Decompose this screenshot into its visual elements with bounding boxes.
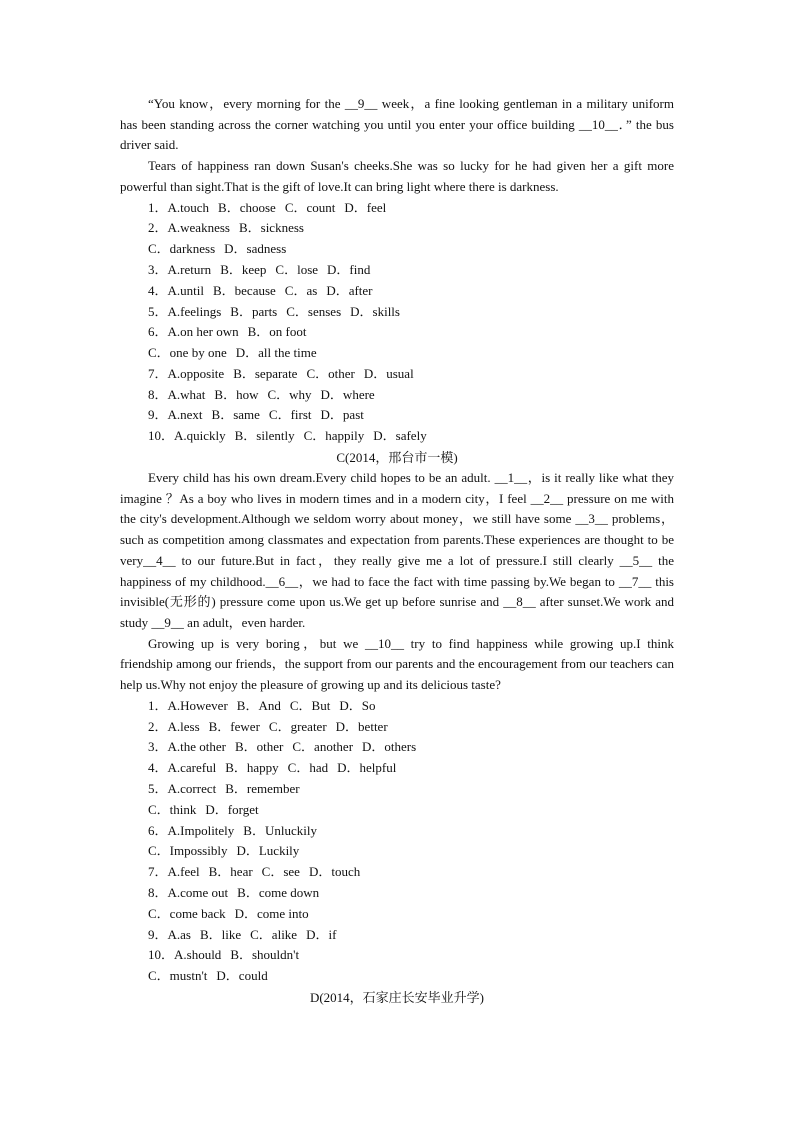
option-item: 7．A.feel <box>148 864 200 880</box>
option-item: C．greater <box>268 718 327 734</box>
option-item: D．better <box>335 718 388 734</box>
option-item: D．feel <box>344 199 387 215</box>
option-item: D．after <box>326 282 373 298</box>
option-item: B．how <box>214 386 259 402</box>
option-item: C．But <box>289 697 331 713</box>
section-c-paragraph-1: Every child has his own dream.Every child hopes to be an adult. __1__，is it really like what they imagine ？As a boy who lives in modern times and in a modern city，I feel __2__ pressure on me with the city's development.Although we seldom worry about money，we still have some __3__ problems，such as competition among classmates and expectation from parents.These experiences are thought to be very__4__ to our future.But in fact，they really give me a lot of pressure.I still clearly __5__ the happiness of my childhood.__6__，we had to face the fact with time passing by.We began to __7__ this invisible(无形的) pressure come upon us.We get up before sunrise and __8__ after sunset.We work and study __9__ an adult，even harder. <box>120 470 674 630</box>
section-c-heading: C(2014，邢台市一模) <box>336 450 458 466</box>
option-item: D．skills <box>350 303 400 319</box>
option-item: C．as <box>284 282 318 298</box>
option-item: B．Unluckily <box>243 822 317 838</box>
option-line <box>120 779 674 800</box>
option-line <box>120 925 674 946</box>
option-line <box>120 717 674 738</box>
option-item: D．forget <box>205 801 259 817</box>
option-item: D．safely <box>373 428 427 444</box>
option-item: 10．A.quickly <box>148 428 226 444</box>
option-item: D．touch <box>308 864 361 880</box>
option-line <box>120 364 674 385</box>
option-item: 1．A.However <box>148 697 228 713</box>
option-item: B．like <box>199 926 242 942</box>
section-c-paragraph-2: Growing up is very boring，but we __10__ try to find happiness while growing up.I think friendship among our friends，the support from our parents and the encouragement from our teachers can help us.Why not enjoy the pleasure of growing up and its delicious taste? <box>120 635 674 693</box>
option-line <box>120 883 674 904</box>
option-line <box>120 821 674 842</box>
option-item: C．mustn't <box>148 968 208 984</box>
option-item: C．another <box>292 739 354 755</box>
option-item: C．why <box>267 386 312 402</box>
option-item: D．find <box>327 261 371 277</box>
option-item: B．And <box>236 697 281 713</box>
option-item: B．keep <box>220 261 267 277</box>
document-page <box>120 94 674 1008</box>
option-line <box>120 281 674 302</box>
option-item: 4．A.until <box>148 282 204 298</box>
option-item: 7．A.opposite <box>148 365 225 381</box>
option-item: D．helpful <box>337 760 397 776</box>
option-item: B．sickness <box>238 220 304 236</box>
options-b-list <box>120 198 674 448</box>
option-item: B．fewer <box>208 718 260 734</box>
option-item: D．all the time <box>235 345 317 361</box>
option-item: C．think <box>148 801 197 817</box>
option-line <box>120 696 674 717</box>
option-item: D．past <box>320 407 364 423</box>
option-item: D．sadness <box>224 241 287 257</box>
option-line <box>120 302 674 323</box>
option-item: D．come into <box>234 905 309 921</box>
option-item: 5．A.feelings <box>148 303 222 319</box>
option-item: B．because <box>212 282 276 298</box>
option-item: C．see <box>261 864 300 880</box>
option-item: D．could <box>216 968 268 984</box>
option-item: B．on foot <box>247 324 307 340</box>
option-item: C．had <box>287 760 329 776</box>
option-item: 9．A.next <box>148 407 203 423</box>
option-line <box>120 218 674 239</box>
passage-b-paragraph-2: Tears of happiness ran down Susan's cheeks.She was so lucky for he had given her a gift more powerful than sight.That is the gift of love.It can bring light where there is darkness. <box>120 158 674 194</box>
option-item: 5．A.correct <box>148 781 217 796</box>
option-item: 8．A.what <box>148 386 206 402</box>
option-item: C．one by one <box>148 345 227 361</box>
option-item: B．remember <box>225 781 300 796</box>
option-item: C．senses <box>286 303 342 319</box>
option-item: 9．A.as <box>148 926 191 942</box>
option-item: B．hear <box>208 864 253 880</box>
option-item: B．same <box>211 407 260 423</box>
section-d-heading: D(2014，石家庄长安毕业升学) <box>309 989 485 1005</box>
option-item: B．come down <box>237 884 320 900</box>
option-line <box>120 426 674 447</box>
option-item: C．come back <box>148 905 226 921</box>
option-line <box>120 862 674 883</box>
option-item: B．other <box>234 739 284 755</box>
option-item: 4．A.careful <box>148 760 217 776</box>
option-item: C．other <box>306 365 355 381</box>
option-item: D．So <box>339 697 376 713</box>
option-item: D．if <box>306 926 337 942</box>
option-item: D．Luckily <box>236 843 300 859</box>
option-item: 3．A.return <box>148 261 212 277</box>
option-line <box>120 800 674 821</box>
option-item: 10．A.should <box>148 947 222 963</box>
option-item: C．alike <box>250 926 298 942</box>
option-line <box>120 239 674 260</box>
option-line <box>120 758 674 779</box>
option-item: 3．A.the other <box>148 739 226 755</box>
option-item: D．usual <box>363 365 414 381</box>
option-item: D．others <box>362 739 417 755</box>
option-line <box>120 198 674 219</box>
option-line <box>120 260 674 281</box>
option-item: D．where <box>320 386 375 402</box>
option-item: B．choose <box>218 199 276 215</box>
option-item: 6．A.Impolitely <box>148 822 235 838</box>
option-item: B．parts <box>230 303 278 319</box>
options-c-list <box>120 696 674 987</box>
option-item: B．shouldn't <box>230 947 300 963</box>
option-item: 2．A.weakness <box>148 220 230 236</box>
option-item: C．count <box>284 199 336 215</box>
option-item: 2．A.less <box>148 718 200 734</box>
option-line <box>120 904 674 925</box>
option-item: 8．A.come out <box>148 884 229 900</box>
option-line <box>120 405 674 426</box>
option-line <box>120 385 674 406</box>
option-item: C．lose <box>275 261 319 277</box>
option-item: B．happy <box>225 760 279 776</box>
option-item: B．silently <box>234 428 295 444</box>
option-item: B．separate <box>233 365 298 381</box>
option-line <box>120 343 674 364</box>
option-item: C．first <box>268 407 312 423</box>
option-item: C．Impossibly <box>148 843 228 859</box>
option-line <box>120 966 674 987</box>
option-line <box>120 322 674 343</box>
option-item: 1．A.touch <box>148 199 210 215</box>
option-line <box>120 737 674 758</box>
option-line <box>120 945 674 966</box>
option-item: 6．A.on her own <box>148 324 239 340</box>
option-line <box>120 841 674 862</box>
passage-b-paragraph-1: “You know，every morning for the __9__ week，a fine looking gentleman in a military uniform has been standing across the corner watching you until you enter your office building __10__．” the bus driver said. <box>120 96 674 153</box>
option-item: C．darkness <box>148 241 216 257</box>
option-item: C．happily <box>303 428 365 444</box>
